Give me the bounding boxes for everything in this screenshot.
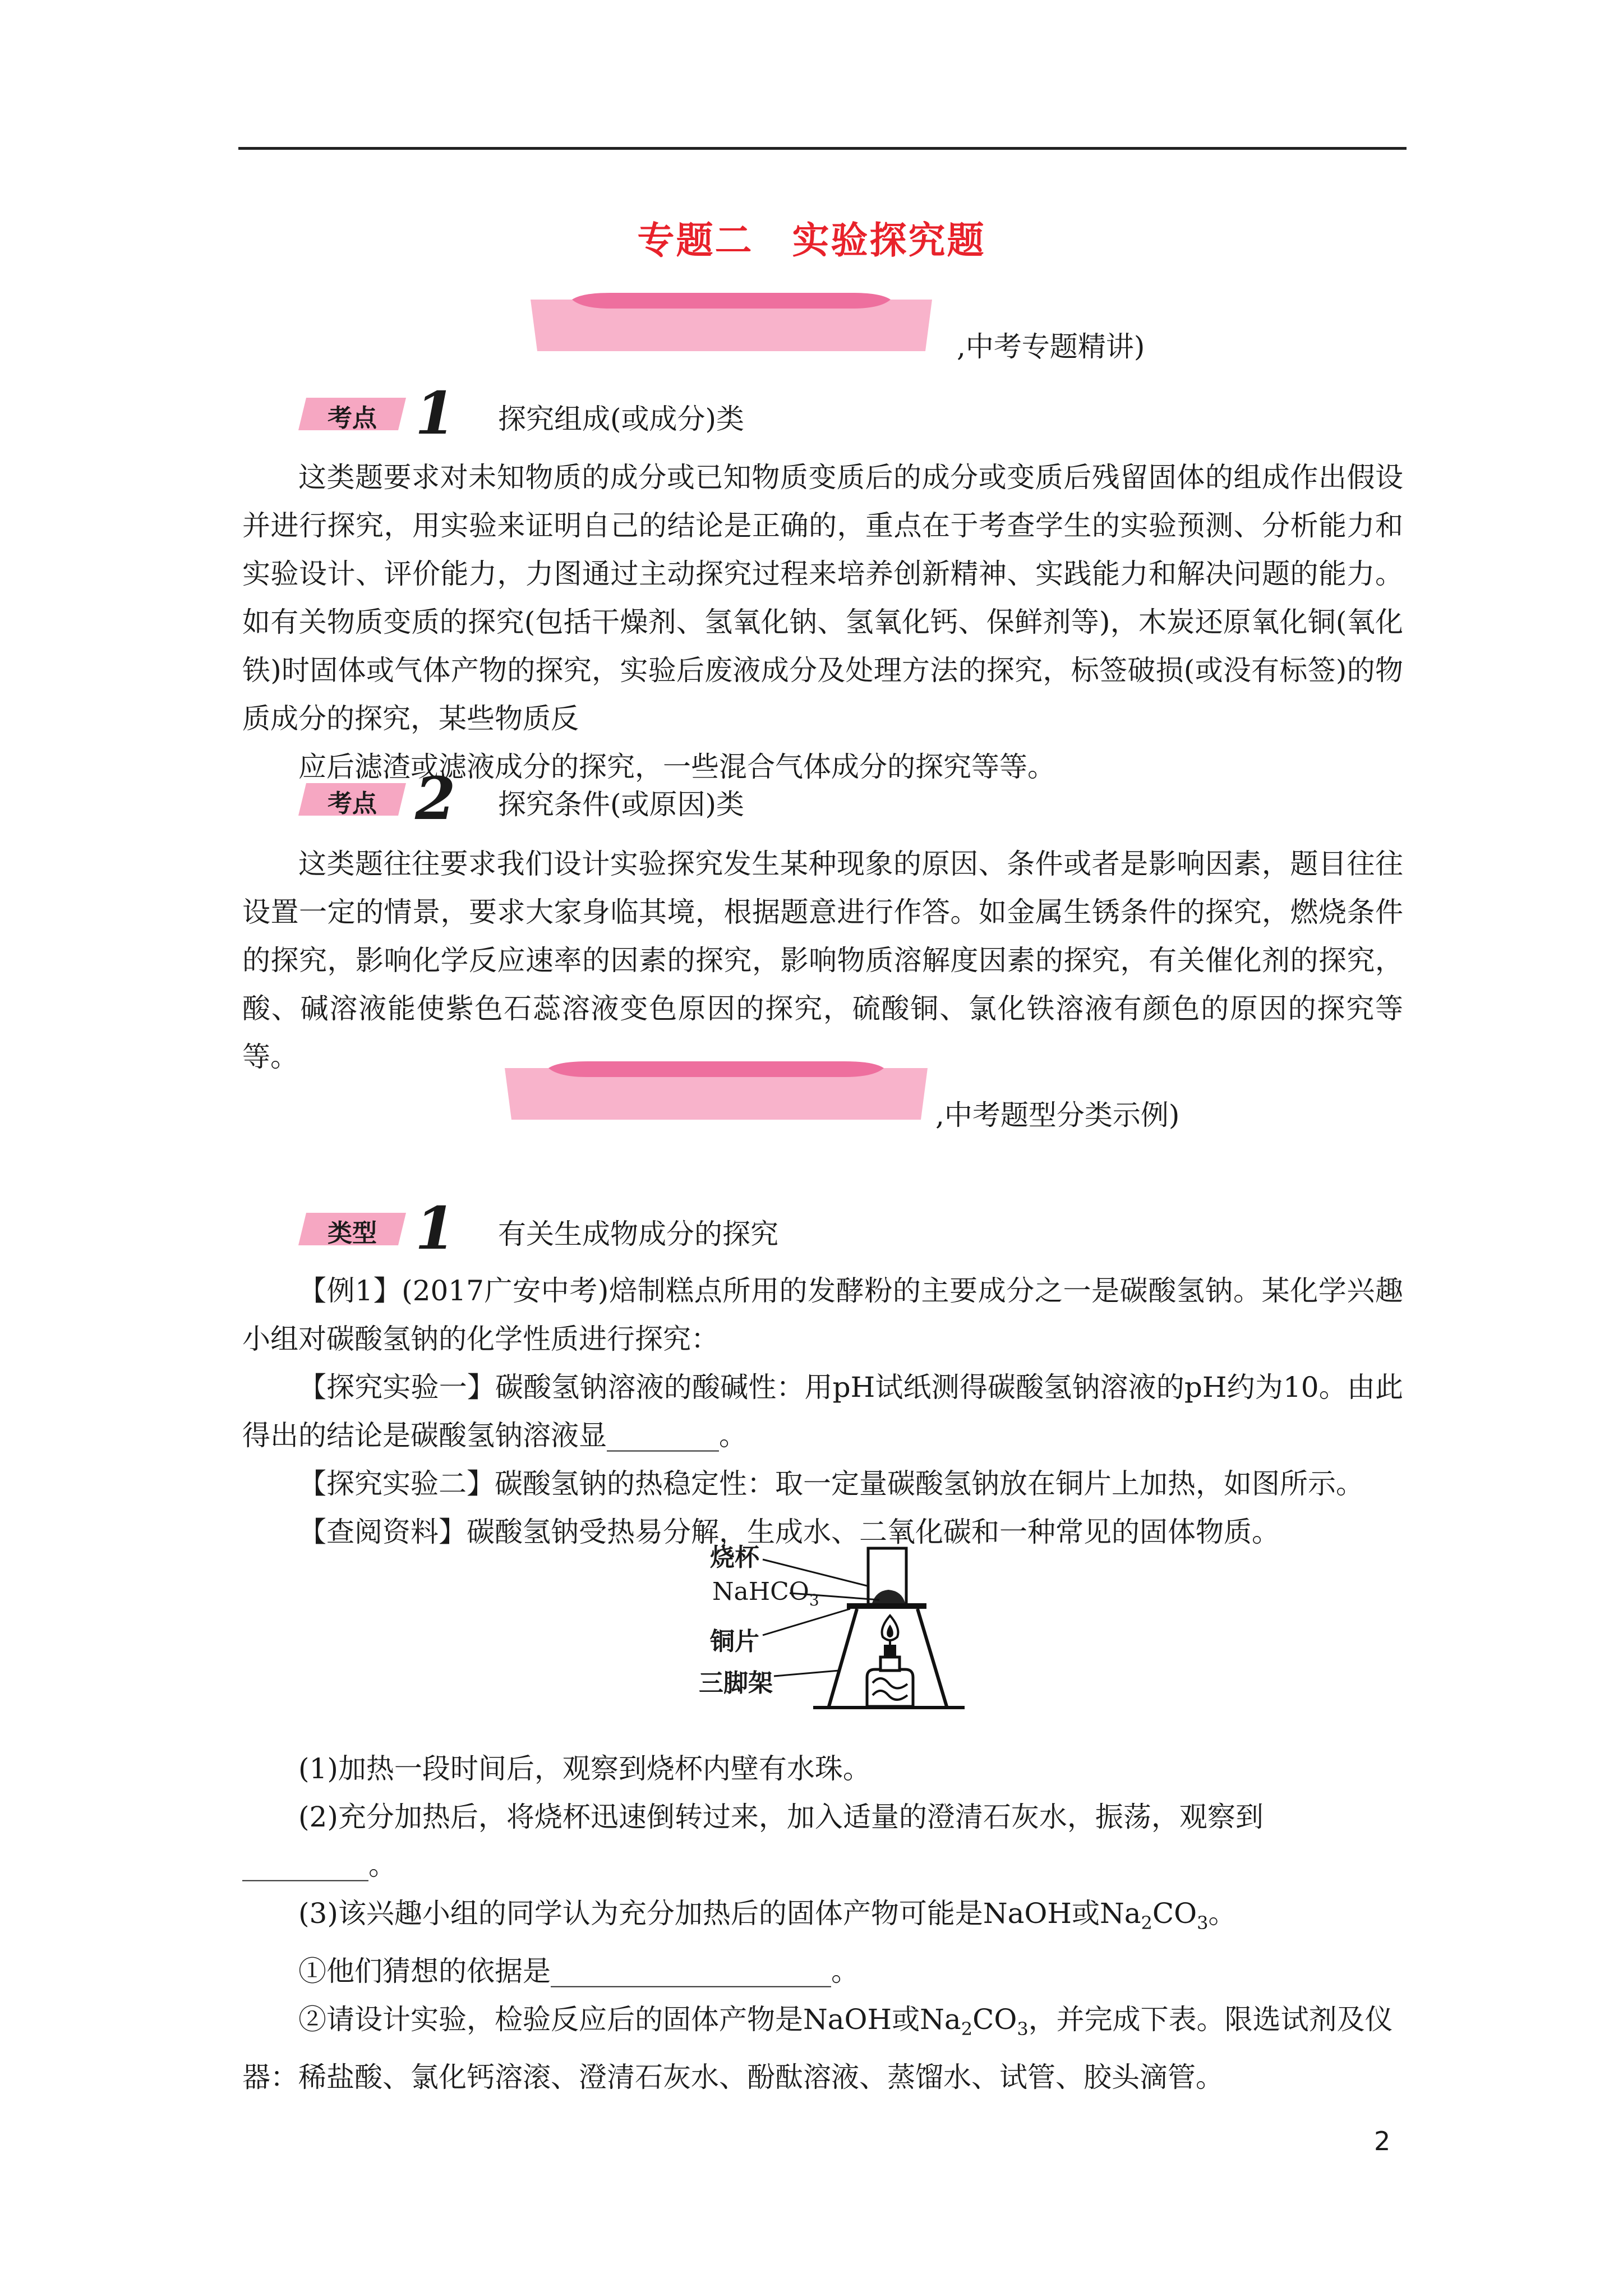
experiment-two: 【探究实验二】碳酸氢钠的热稳定性：取一定量碳酸氢钠放在铜片上加热，如图所示。 (298, 1467, 1364, 1500)
tag-label: 考点 (328, 789, 377, 818)
apparatus-figure: 烧杯 NaHCO$_3$ 铜片 三脚架 (712, 1537, 981, 1739)
section-title: 探究组成(或成分)类 (498, 403, 745, 435)
tag-number: 1 (415, 379, 456, 448)
question-2: (2)充分加热后，将烧杯迅速倒转过来，加入适量的澄清石灰水，振荡，观察到 (298, 1801, 1264, 1833)
section-banner-2 (500, 1060, 932, 1123)
section-heading-3 (296, 1194, 1137, 1263)
tag-number: 1 (415, 1194, 456, 1263)
page-number: 2 (1374, 2126, 1391, 2156)
paragraph: 这类题往往要求我们设计实验探究发生某种现象的原因、条件或者是影响因素，题目往往设置一定的情景，要求大家身临其境，根据题意进行作答。如金属生锈条件的探究，燃烧条件的探究，影响化学反应速率的因素的探究，影响物质溶解度因素的探究，有关催化剂的探究，酸、碱溶液能使紫色石蕊溶液变色原因的探究，硫酸铜、氯化铁溶液有颜色的原因的探究等等。 (242, 848, 1403, 1073)
paragraph: 这类题要求对未知物质的成分或已知物质变质后的成分或变质后残留固体的组成作出假设并进行探究，用实验来证明自己的结论是正确的，重点在于考查学生的实验预测、分析能力和实验设计、评价能力，力图通过主动探究过程来培养创新精神、实践能力和解决问题的能力。如有关物质变质的探究(包括干燥剂、氢氧化钠、氢氧化钙、保鲜剂等)，木炭还原氧化铜(氧化铁)时固体或气体产物的探究，实验后废液成分及处理方法的探究，标签破损(或没有标签)的物质成分的探究，某些物质反 (242, 461, 1403, 735)
section-heading-1 (296, 379, 1137, 448)
experiment-one: 【探究实验一】碳酸氢钠溶液的酸碱性：用pH试纸测得碳酸氢钠溶液的pH约为10。由此得出的结论是碳酸氢钠溶液显________。 (242, 1371, 1403, 1452)
tag-label: 类型 (328, 1219, 377, 1248)
section-title: 探究条件(或原因)类 (498, 788, 745, 821)
section-title: 有关生成物成分的探究 (498, 1218, 778, 1250)
section1-body (242, 453, 1403, 791)
question-2-blank: _________。 (242, 1849, 396, 1881)
section2-body (242, 840, 1403, 1081)
reference-info: 【查阅资料】碳酸氢钠受热易分解，生成水、二氧化碳和一种常见的固体物质。 (298, 1516, 1280, 1548)
section-banner-1 (526, 292, 937, 355)
page-title: 专题二 实验探究题 (637, 219, 986, 262)
question-3b: ②请设计实验，检验反应后的固体产物是NaOH或$Na_2CO_3$，并完成下表。限选试剂及仪 (298, 2003, 1393, 2040)
question-1: (1)加热一段时间后，观察到烧杯内壁有水珠。 (298, 1752, 871, 1785)
label-nahco3: NaHCO$_3$ (712, 1577, 819, 1609)
banner-caption-2: ,中考题型分类示例) (935, 1099, 1180, 1131)
header-rule (238, 147, 1407, 150)
question-3a: ①他们猜想的依据是____________________。 (298, 1955, 859, 1987)
example-body (242, 1267, 1403, 1556)
tag-number: 2 (415, 764, 456, 833)
tag-label: 考点 (328, 404, 377, 432)
question-3: (3)该兴趣小组的同学认为充分加热后的固体产物可能是NaOH或$Na_2CO_3$。 (298, 1897, 1237, 1934)
question-3b-continued: 器：稀盐酸、氯化钙溶滚、澄清石灰水、酚酞溶液、蒸馏水、试管、胶头滴管。 (242, 2061, 1224, 2093)
paragraph: 应后滤渣或滤液成分的探究，一些混合气体成分的探究等等。 (298, 751, 1055, 783)
banner-caption-1: ,中考专题精讲) (957, 330, 1145, 363)
questions (242, 1745, 1403, 2101)
example-intro: 【例1】(2017广安中考)焙制糕点所用的发酵粉的主要成分之一是碳酸氢钠。某化学兴趣小组对碳酸氢钠的化学性质进行探究： (242, 1274, 1403, 1355)
